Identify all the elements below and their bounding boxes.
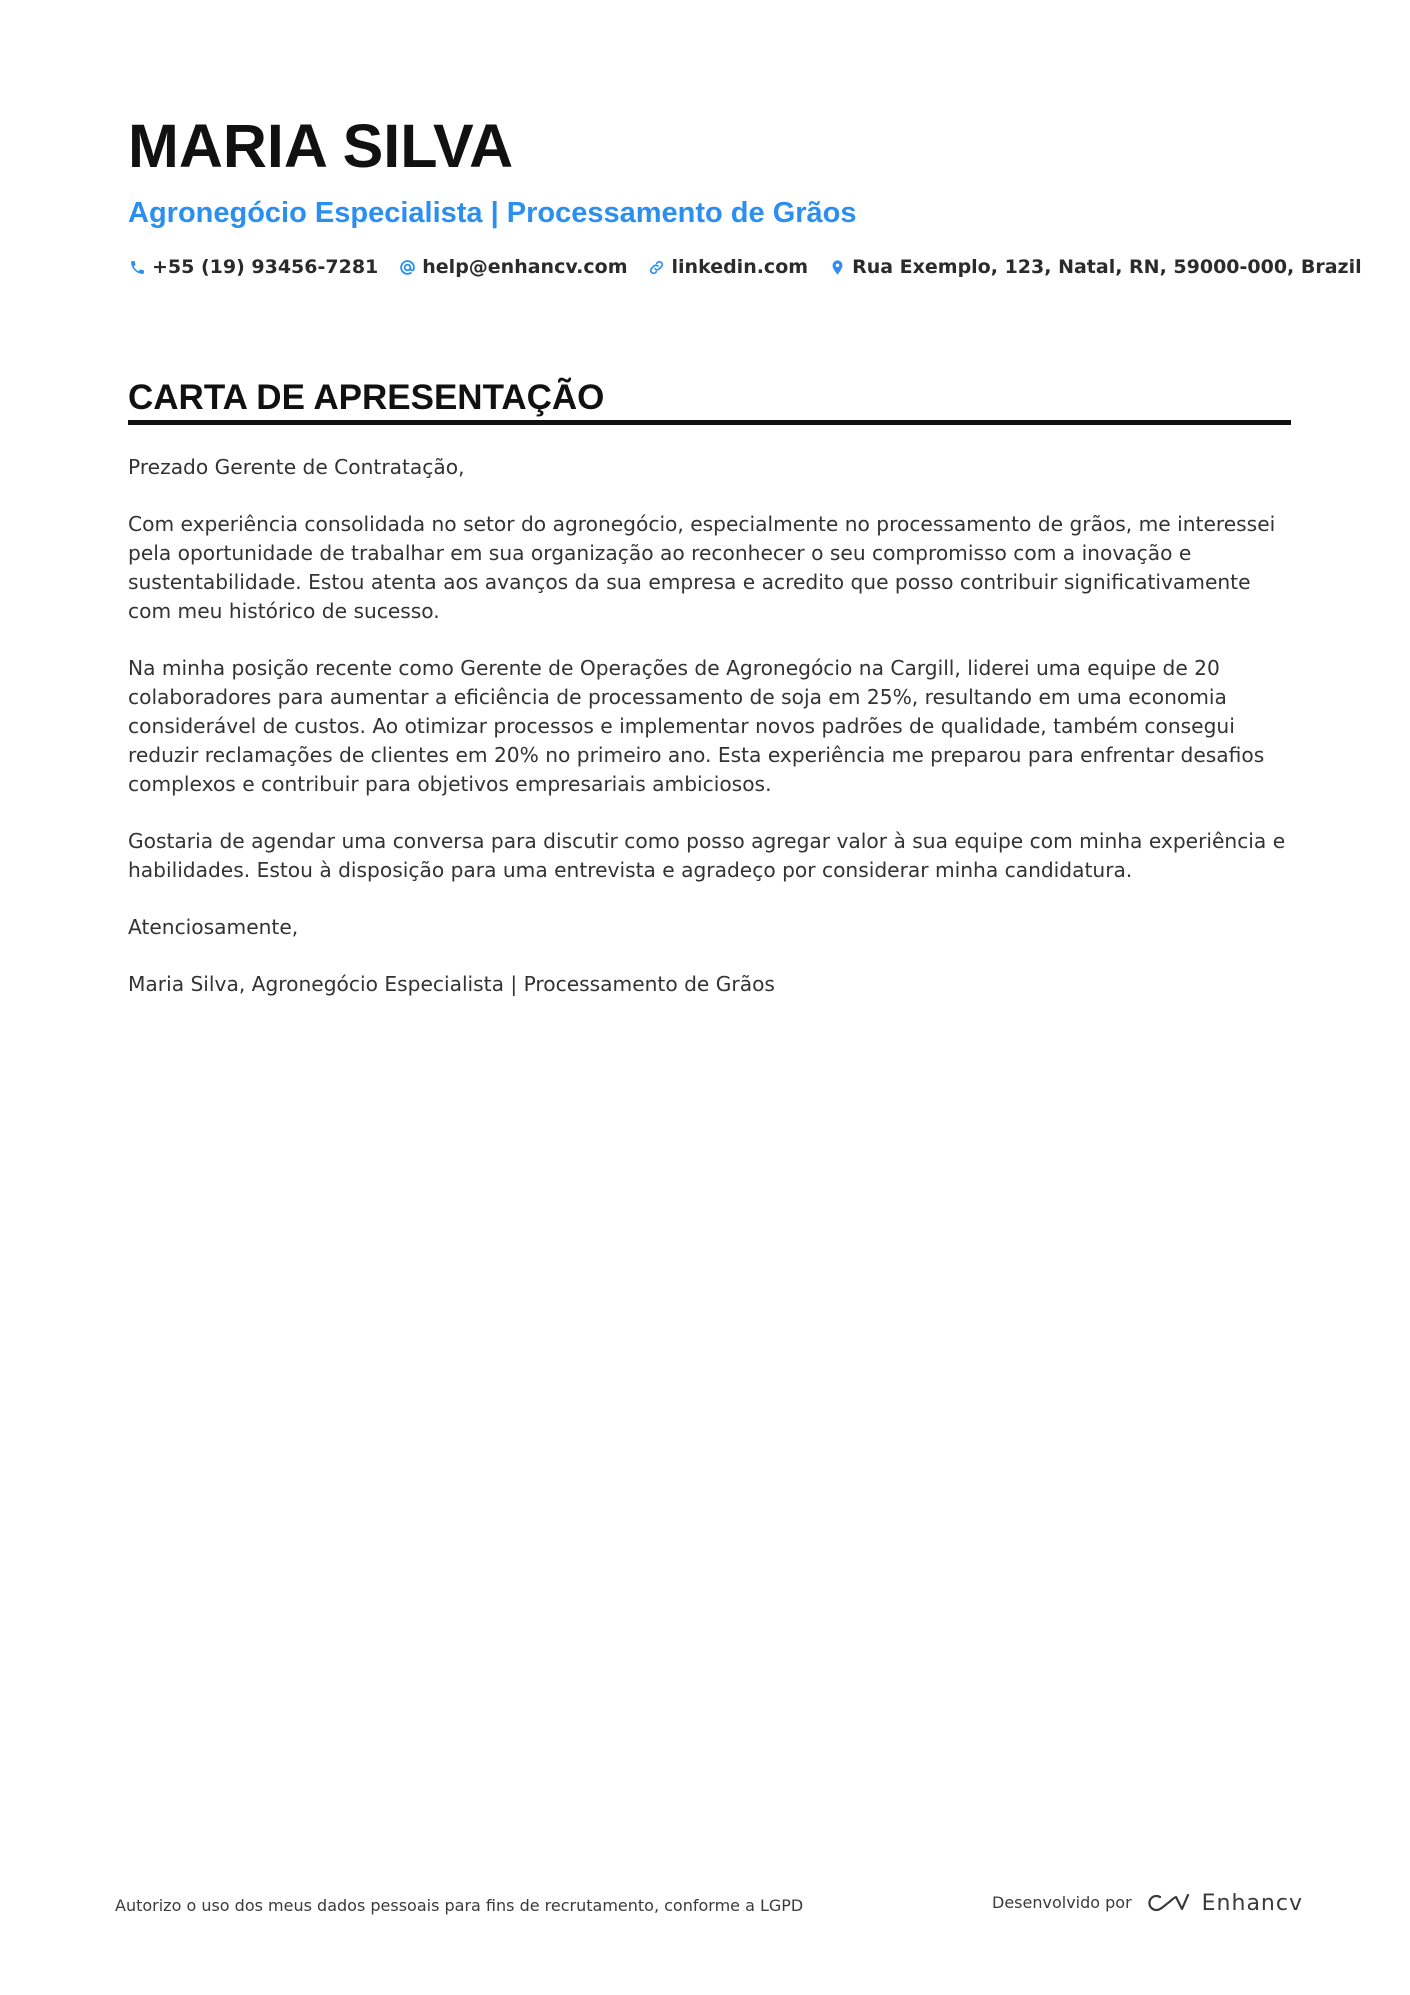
- at-icon: [398, 258, 416, 276]
- cover-letter-page: [128, 108, 1362, 1027]
- candidate-name: MARIA SILVA: [128, 112, 514, 180]
- location-pin-icon: [828, 258, 846, 276]
- section-heading: CARTA DE APRESENTAÇÃO: [128, 378, 605, 417]
- letter-body: [128, 453, 1291, 999]
- powered-by-label: Desenvolvido por: [992, 1893, 1132, 1912]
- contact-linkedin[interactable]: [648, 254, 809, 280]
- letter-paragraph: Gostaria de agendar uma conversa para discutir como posso agregar valor à sua equipe com minha experiência e habilidades. Estou à disposição para uma entrevista e agradeço por considerar minha candidatura.: [128, 829, 1286, 882]
- contact-phone[interactable]: [128, 254, 378, 280]
- letter-paragraph: Na minha posição recente como Gerente de Operações de Agronegócio na Cargill, liderei uma equipe de 20 colaboradores para aumentar a eficiência de processamento de soja em 25%, resultando em uma economia considerável de custos. Ao otimizar processos e implementar novos padrões de qualidade, também consegui reduzir reclamações de clientes em 20% no primeiro ano. Esta experiência me preparou para enfrentar desafios complexos e contribuir para objetivos empresariais ambiciosos.: [128, 656, 1265, 796]
- candidate-title: Agronegócio Especialista | Processamento de Grãos: [128, 197, 857, 229]
- enhancv-logo-icon: [1144, 1889, 1192, 1917]
- contact-linkedin-text: linkedin.com: [671, 256, 809, 278]
- contact-phone-text: +55 (19) 93456-7281: [152, 256, 379, 278]
- section-divider: [128, 420, 1291, 425]
- letter-greeting: Prezado Gerente de Contratação,: [128, 455, 465, 479]
- phone-icon: [128, 258, 146, 276]
- brand-name: Enhancv: [1201, 1890, 1303, 1916]
- footer-brand[interactable]: [992, 1889, 1303, 1917]
- letter-signature: Maria Silva, Agronegócio Especialista | Processamento de Grãos: [128, 972, 775, 996]
- contact-bar: [128, 254, 1362, 280]
- letter-paragraph: Com experiência consolidada no setor do agronegócio, especialmente no processamento de grãos, me interessei pela oportunidade de trabalhar em sua organização ao reconhecer o seu compromisso com a inovação e sustentabilidade. Estou atenta aos avanços da sua empresa e acredito que posso contribuir significativamente com meu histórico de sucesso.: [128, 512, 1276, 623]
- footer-consent: Autorizo o uso dos meus dados pessoais para fins de recrutamento, conforme a LGPD: [115, 1896, 804, 1915]
- contact-address: [828, 254, 1362, 280]
- link-icon: [648, 258, 666, 276]
- contact-email[interactable]: [398, 254, 627, 280]
- contact-address-text: Rua Exemplo, 123, Natal, RN, 59000-000, Brazil: [852, 256, 1362, 278]
- letter-closing: Atenciosamente,: [128, 915, 299, 939]
- contact-email-text: help@enhancv.com: [422, 256, 628, 278]
